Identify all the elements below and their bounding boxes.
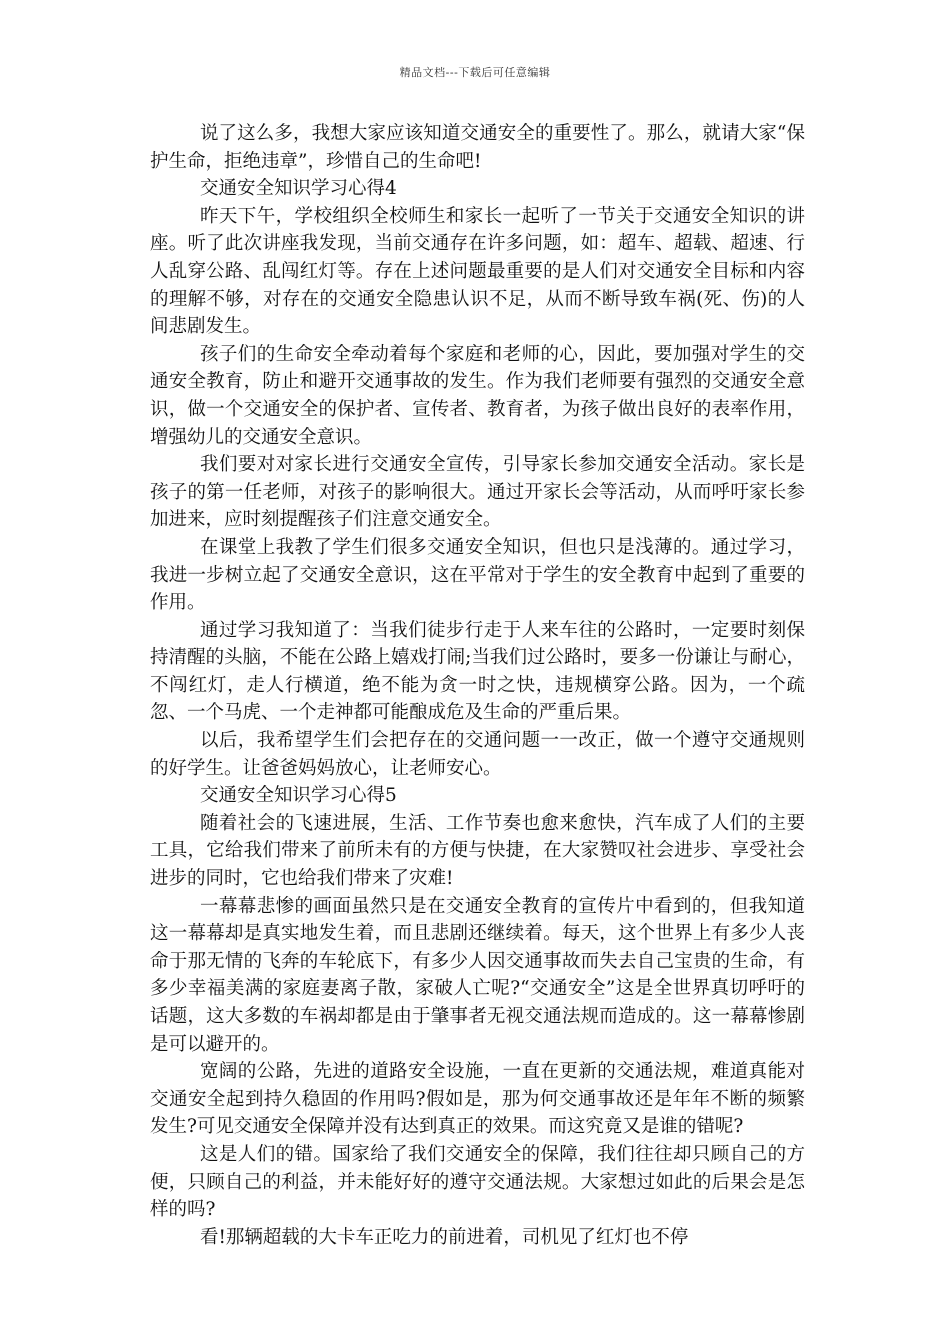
paragraph: 我们要对对家长进行交通安全宣传，引导家长参加交通安全活动。家长是孩子的第一任老师，对孩子的影响很大。通过开家长会等活动，从而呼吁家长参加进来，应时刻提醒孩子们注意交通安全。 bbox=[150, 454, 805, 531]
section-heading-5: 交通安全知识学习心得5 bbox=[199, 785, 397, 807]
paragraph: 孩子们的生命安全牵动着每个家庭和老师的心，因此，要加强对学生的交通安全教育，防止和避开交通事故的发生。作为我们老师要有强烈的交通安全意识，做一个交通安全的保护者、宣传者、教育者，为孩子做出良好的表率作用，增强幼儿的交通安全意识。 bbox=[150, 343, 805, 448]
paragraph: 一幕幕悲惨的画面虽然只是在交通安全教育的宣传片中看到的，但我知道这一幕幕却是真实地发生着，而且悲剧还继续着。每天，这个世界上有多少人丧命于那无情的飞奔的车轮底下，有多少人因交通事故而失去自己宝贵的生命，有多少幸福美满的家庭妻离子散，家破人亡呢?“交通安全”这是全世界真切呼吁的话题，这大多数的车祸却都是由于肇事者无视交通法规而造成的。这一幕幕惨剧是可以避开的。 bbox=[150, 895, 805, 1055]
paragraph: 在课堂上我教了学生们很多交通安全知识，但也只是浅薄的。通过学习，我进一步树立起了交通安全意识，这在平常对于学生的安全教育中起到了重要的作用。 bbox=[150, 536, 805, 614]
page-header: 精品文档---下载后可任意编辑 bbox=[399, 66, 551, 79]
paragraph: 以后，我希望学生们会把存在的交通问题一一改正，做一个遵守交通规则的好学生。让爸爸妈妈放心，让老师安心。 bbox=[150, 730, 805, 779]
paragraph: 通过学习我知道了：当我们徒步行走于人来车往的公路时，一定要时刻保持清醒的头脑，不能在公路上嬉戏打闹;当我们过公路时，要多一份谦让与耐心，不闯红灯，走人行横道，绝不能为贪一时之快，违规横穿公路。因为，一个疏忽、一个马虎、一个走神都可能酿成危及生命的严重后果。 bbox=[150, 619, 805, 724]
paragraph: 宽阔的公路，先进的道路安全设施，一直在更新的交通法规，难道真能对交通安全起到持久稳固的作用吗?假如是，那为何交通事故还是年年不断的频繁发生?可见交通安全保障并没有达到真正的效果。而这究竟又是谁的错呢? bbox=[150, 1061, 805, 1138]
section-heading-4: 交通安全知识学习心得4 bbox=[199, 178, 397, 200]
paragraph-closing-remark: 说了这么多，我想大家应该知道交通安全的重要性了。那么，就请大家“保护生命，拒绝违章”，珍惜自己的生命吧! bbox=[150, 123, 805, 172]
document-body bbox=[150, 120, 805, 1251]
paragraph: 看!那辆超载的大卡车正吃力的前进着，司机见了红灯也不停 bbox=[199, 1226, 689, 1248]
paragraph: 昨天下午，学校组织全校师生和家长一起听了一节关于交通安全知识的讲座。听了此次讲座我发现，当前交通存在许多问题，如：超车、超载、超速、行人乱穿公路、乱闯红灯等。存在上述问题最重要的是人们对交通安全目标和内容的理解不够，对存在的交通安全隐患认识不足，从而不断导致车祸(死、伤)的人间悲剧发生。 bbox=[150, 205, 805, 338]
paragraph: 随着社会的飞速进展，生活、工作节奏也愈来愈快，汽车成了人们的主要工具，它给我们带来了前所未有的方便与快捷，在大家赞叹社会进步、享受社会进步的同时，它也给我们带来了灾难! bbox=[150, 812, 805, 890]
paragraph: 这是人们的错。国家给了我们交通安全的保障，我们往往却只顾自己的方便，只顾自己的利益，并未能好好的遵守交通法规。大家想过如此的后果会是怎样的吗? bbox=[150, 1143, 805, 1221]
